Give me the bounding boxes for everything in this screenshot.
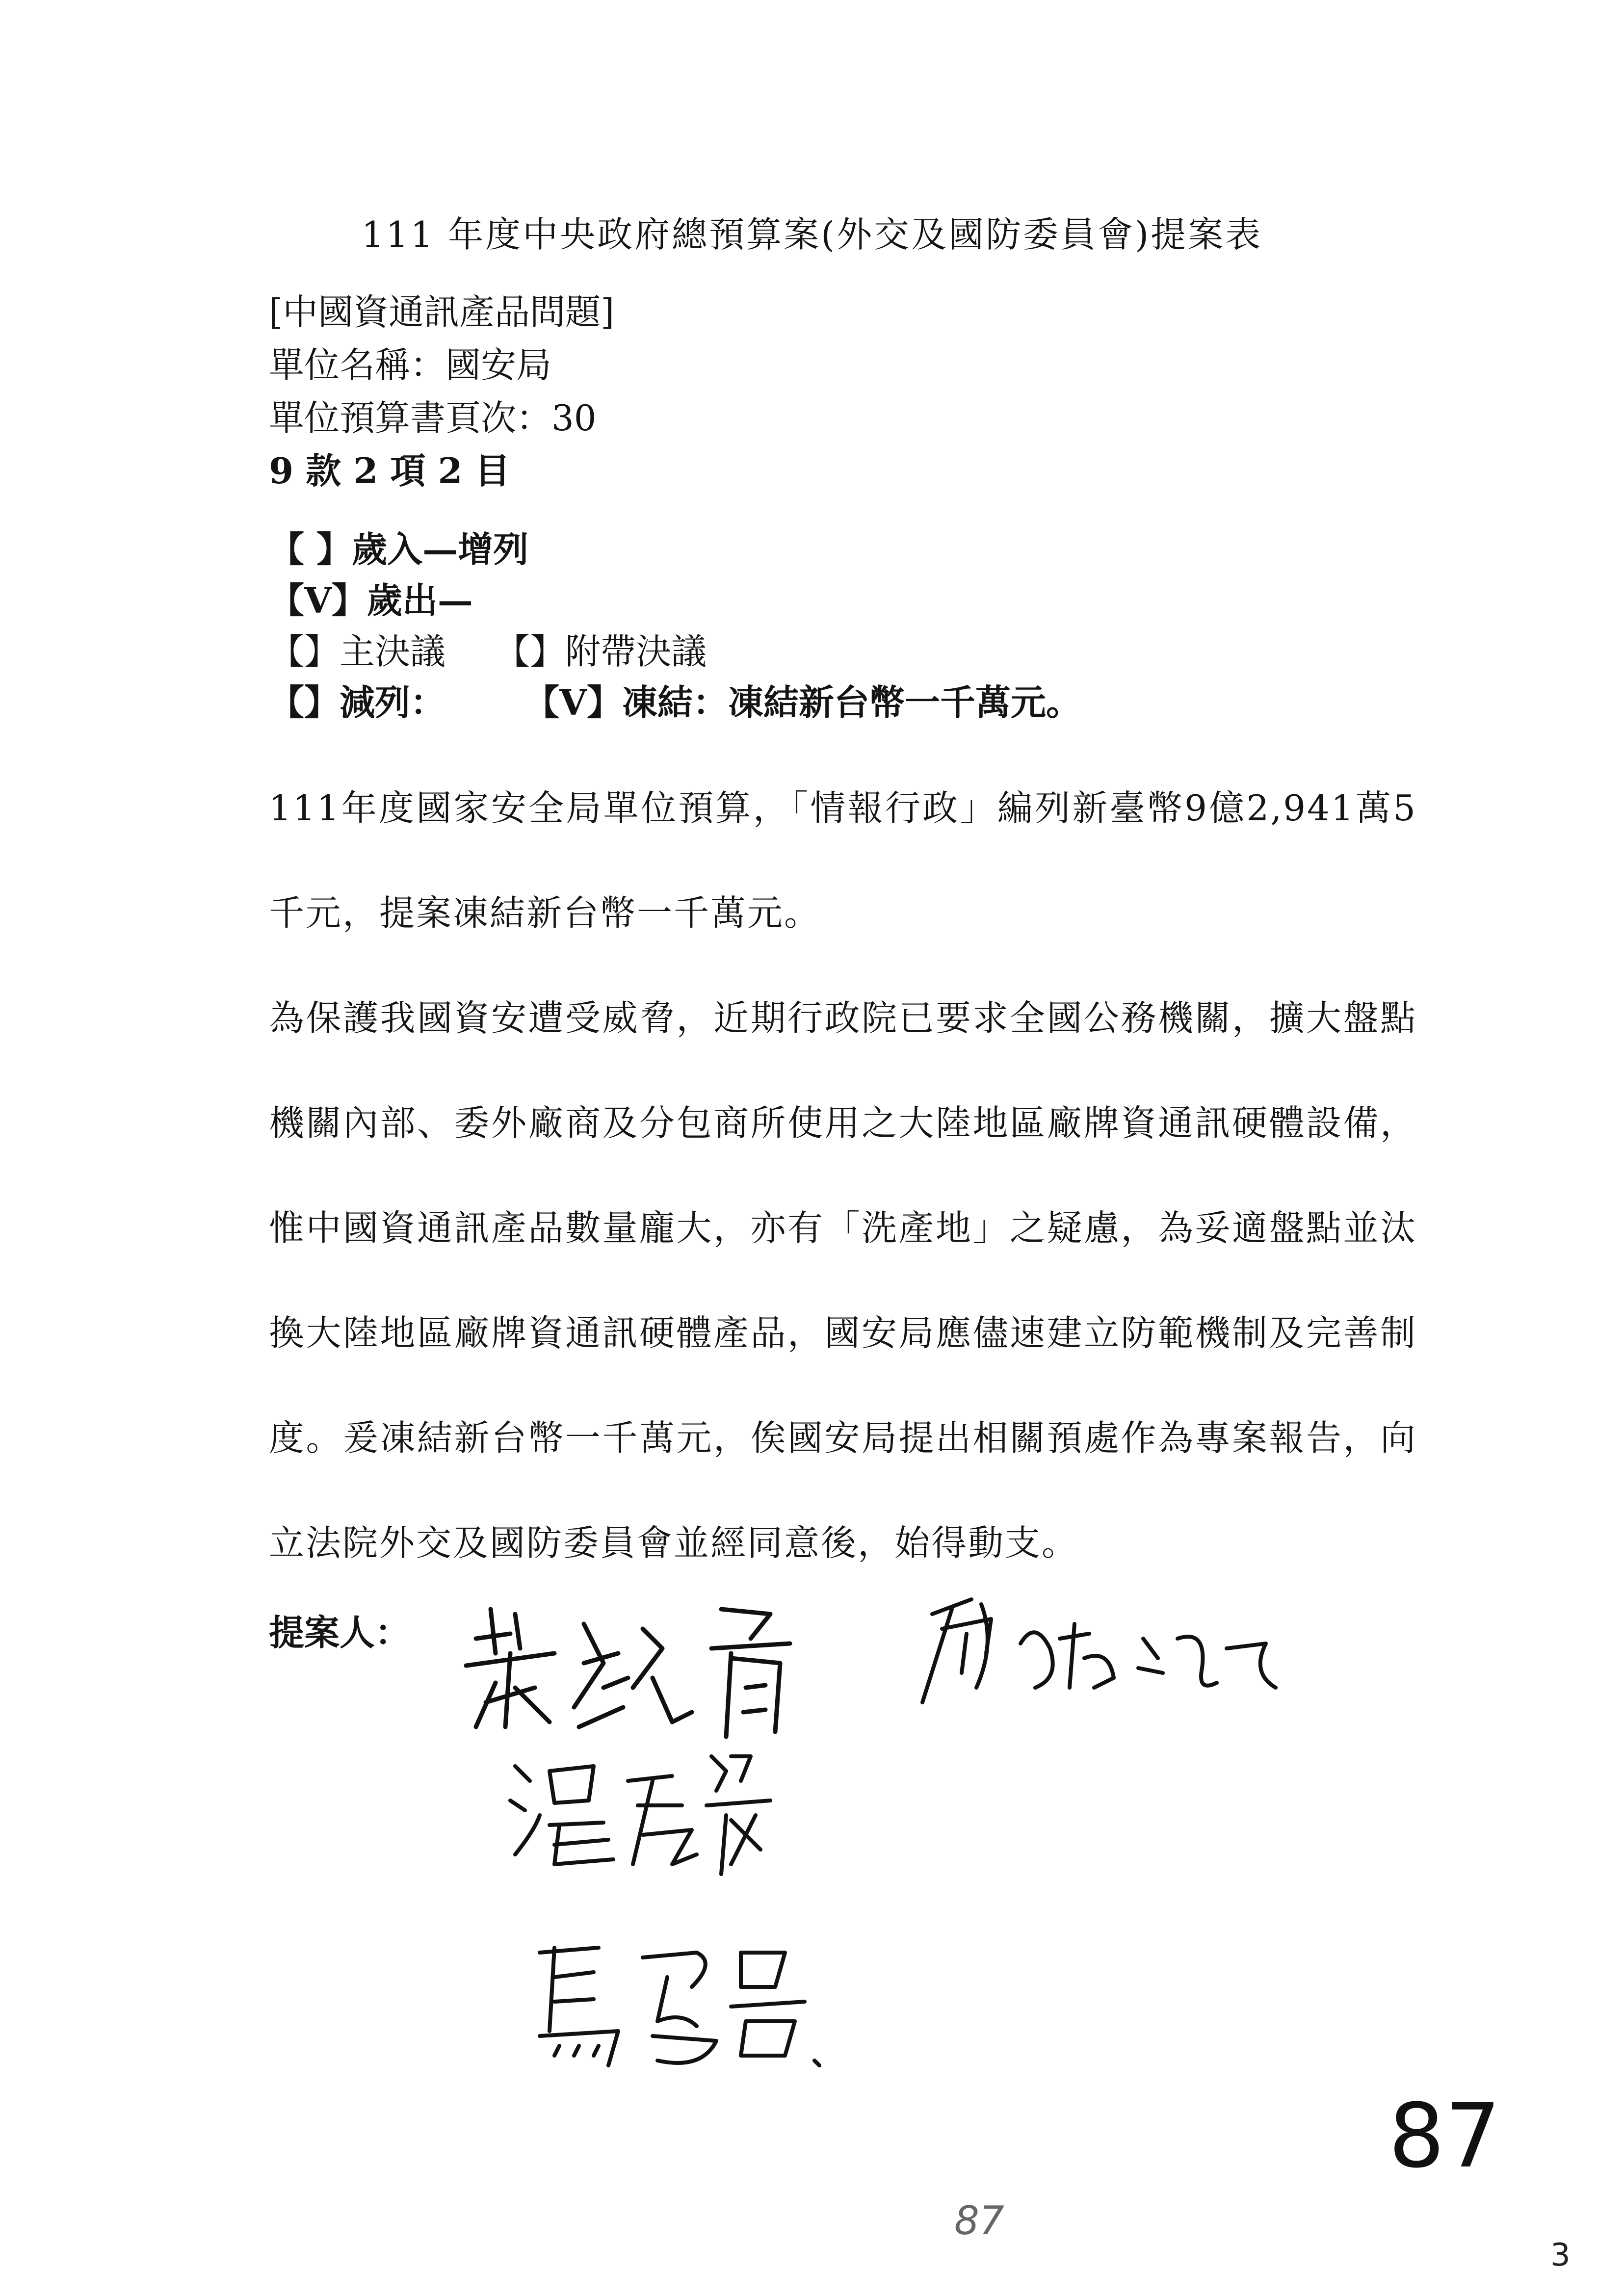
attached-resolution-check: 【】附帶決議 xyxy=(495,631,707,672)
signature-1 xyxy=(456,1580,810,1756)
main-resolution-check: 【】主決議 xyxy=(269,631,446,672)
page-number: 87 xyxy=(1388,2085,1501,2188)
proposal-checkboxes xyxy=(269,524,1081,728)
freeze-check: 【V】凍結：凍結新台幣一千萬元。 xyxy=(524,681,1082,723)
proposal-meta xyxy=(269,286,614,497)
reduce-check: 【】減列： xyxy=(269,681,446,723)
topic-label: [中國資通訊產品問題] xyxy=(269,291,615,333)
signature-2 xyxy=(496,1737,790,1884)
signature-4 xyxy=(913,1585,1295,1732)
unit-name: 單位名稱：國安局 xyxy=(269,344,552,386)
document-title: 111 年度中央政府總預算案(外交及國防委員會)提案表 xyxy=(361,214,1263,255)
proposer-label: 提案人： xyxy=(269,1612,411,1653)
budget-section: 9 款 2 項 2 目 xyxy=(269,450,510,492)
handwritten-number: 87 xyxy=(954,2198,1004,2244)
corner-number: 3 xyxy=(1550,2237,1571,2273)
revenue-check: 【 】歲入—增列 xyxy=(269,528,529,570)
resolution-row xyxy=(269,626,1081,677)
proposal-body xyxy=(269,756,1417,1595)
expenditure-check: 【V】歲出— xyxy=(269,579,473,621)
action-row xyxy=(269,677,1081,728)
budget-page: 單位預算書頁次：30 xyxy=(269,397,597,439)
body-paragraph-2: 為保護我國資安遭受威脅，近期行政院已要求全國公務機關，擴大盤點機關內部、委外廠商及分包商所使用之大陸地區廠牌資通訊硬體設備，惟中國資通訊產品數量龐大，亦有「洗產地」之疑慮，為妥適盤點並汰換大陸地區廠牌資通訊硬體產品，國安局應儘速建立防範機制及完善制度。爰凍結新台幣一千萬元，俟國安局提出相關預處作為專案報告，向立法院外交及國防委員會並經同意後，始得動支。 xyxy=(269,997,1417,1564)
body-paragraph-1: 111年度國家安全局單位預算，「情報行政」編列新臺幣9億2,941萬5千元，提案凍結新台幣一千萬元。 xyxy=(269,787,1417,934)
signature-3 xyxy=(510,1923,844,2080)
